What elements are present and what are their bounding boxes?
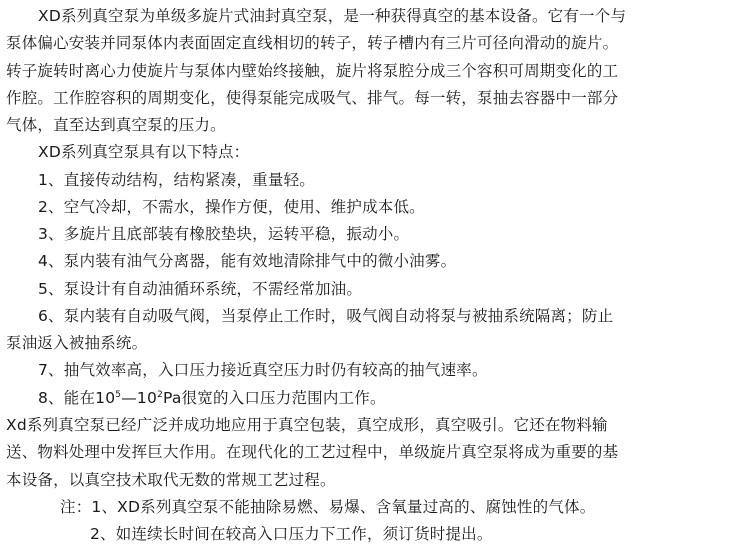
feature-item-8 — [38, 388, 386, 408]
feature-item-5: 5、泵设计有自动油循环系统，不需经常加油。 — [38, 279, 363, 298]
feature-item-1: 1、直接传动结构，结构紧凑，重量轻。 — [38, 170, 315, 189]
feature-item-8-suffix: Pa很宽的入口压力范围内工作。 — [163, 388, 386, 407]
note-line-1: 注：1、XD系列真空泵不能抽除易燃、易爆、含氧量过高的、腐蚀性的气体。 — [60, 497, 596, 516]
feature-item-2: 2、空气冷却，不需水，操作方便，使用、维护成本低。 — [38, 197, 425, 216]
applications-line-1: Xd系列真空泵已经广泛并成功地应用于真空包装，真空成形，真空吸引。它还在物料输 — [6, 415, 608, 434]
intro-line-2: 泵体偏心安装并同泵体内表面固定直线相切的转子，转子槽内有三片可径向滑动的旋片。 — [6, 34, 619, 53]
applications-line-2: 送、物料处理中发挥巨大作用。在现代化的工艺过程中，单级旋片真空泵将成为重要的基 — [6, 443, 619, 462]
feature-item-8-middle: —10 — [121, 388, 158, 407]
intro-line-5: 气体，直至达到真空泵的压力。 — [6, 116, 226, 135]
feature-item-8-prefix: 8、能在10 — [38, 388, 116, 407]
features-heading: XD系列真空泵具有以下特点： — [38, 143, 250, 162]
feature-item-8-exponent-1: 5 — [115, 389, 122, 400]
feature-item-3: 3、多旋片且底部装有橡胶垫块，运转平稳，振动小。 — [38, 225, 410, 244]
intro-line-1: XD系列真空泵为单级多旋片式油封真空泵，是一种获得真空的基本设备。它有一个与 — [38, 7, 627, 25]
intro-line-4: 作腔。工作腔容积的周期变化，使得泵能完成吸气、排气。每一转，泵抽去容器中一部分 — [6, 88, 619, 107]
note-line-2: 2、如连续长时间在较高入口压力下工作，须订货时提出。 — [90, 525, 493, 543]
intro-line-3: 转子旋转时离心力使旋片与泵体内壁始终接触，旋片将泵腔分成三个容积可周期变化的工 — [6, 61, 619, 80]
feature-item-6-line-2: 泵油返入被抽系统。 — [6, 334, 148, 353]
feature-item-8-exponent-2: 2 — [157, 389, 163, 400]
applications-line-3: 本设备，以真空技术取代无数的常规工艺过程。 — [6, 470, 336, 489]
feature-item-6-line-1: 6、泵内装有自动吸气阀，当泵停止工作时，吸气阀自动将泵与被抽系统隔离；防止 — [38, 306, 614, 325]
feature-item-7: 7、抽气效率高，入口压力接近真空压力时仍有较高的抽气速率。 — [38, 361, 488, 380]
feature-item-4: 4、泵内装有油气分离器，能有效地清除排气中的微小油雾。 — [38, 252, 457, 271]
